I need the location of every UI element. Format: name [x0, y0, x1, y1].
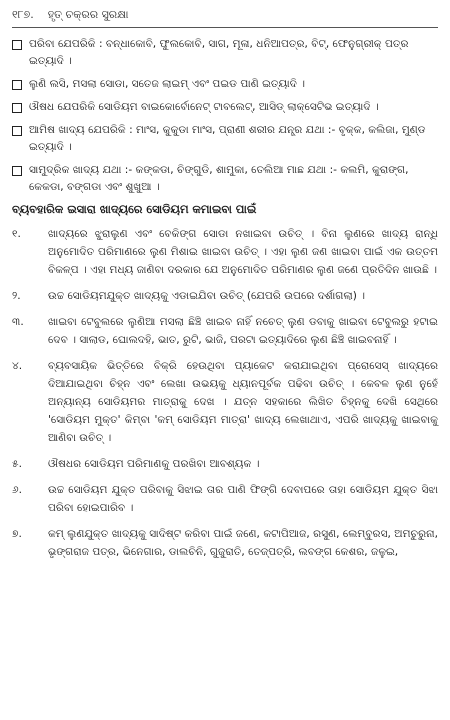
bullet-text: ଔଷଧ ଯେପରିକି ସୋଡିୟମ ବାଇକୋର୍ବୋନେଟ୍ ଟାବଲେଟ୍, ଆସିଡ୍ ଲାକ୍ସେଟିଭ ଇତ୍ୟାଦି ।: [29, 101, 379, 113]
bullet-text: ସାମୁଦ୍ରିକ ଖାଦ୍ୟ ଯଥା :- କଙ୍କଡା, ଚିଙ୍ଗୁଡି, ଶାମୁକା, ତେଲିଆ ମାଛ ଯଥା :- କଲମି, କୁରାଙ୍ଗ, କେକଡା, ବଙ୍ଗଡା ଏବଂ ଶୁଖୁଆ ।: [29, 164, 409, 193]
item-text: ଉଚ୍ଚ ସୋଡିୟମଯୁକ୍ତ ଖାଦ୍ୟକୁ ଏଡାଇଯିବା ଉଚିତ୍ (ଯେପରି ଉପରେ ଦର୍ଶାଗଲା) ।: [48, 290, 366, 302]
bullet-text: ପରିବା ଯେପରିକି : ବନ୍ଧାକୋବି, ଫୁଲକୋବି, ସାଗ, ମୂଳା, ଧନିଆପତ୍ର, ବିଟ୍, ଫେନୁଗ୍ରୀକ୍ ପତ୍ର ଇତ୍ୟାଦି ।: [29, 38, 409, 67]
item-number: ୫.: [12, 458, 22, 470]
item-number: ୪.: [12, 360, 23, 372]
list-item: [12, 455, 438, 473]
item-text: ଖାଇବା ଟେବୁଲରେ ଲୁଣିଆ ମସଲା ଛିଞ୍ଚି ଖାଇବ ନାହିଁ ନଚେତ୍ ଲୁଣ ଡବାକୁ ଖାଇବା ଟେବୁଲରୁ ହଟାଇ ଦେବ । ସାଲାଡ, ଘୋଲଦହି, ଭାତ, ରୁଟି, ଭାଜି, ପରଟା ଇତ୍ୟାଦିରେ ଲୁଣ ଛିଞ୍ଚି ଖାଇବନାହିଁ ।: [48, 316, 438, 346]
list-item: [12, 357, 438, 447]
list-item: [12, 287, 438, 305]
book-title: ହୃତ୍ ଚକ୍ରର ସୁରକ୍ଷା: [47, 8, 129, 21]
square-bullet-icon: [12, 40, 22, 50]
bullet-item: [12, 76, 438, 93]
square-bullet-icon: [12, 103, 22, 113]
item-number: ୬.: [12, 484, 23, 496]
item-number: ୭.: [12, 528, 22, 540]
item-text: ଖାଦ୍ୟରେ ଝୁରାଲୁଣ ଏବଂ ବେକିଙ୍ଗ ସୋଡା ନଖାଇବା ଉଚିତ୍ । ବିନା ଲୁଣରେ ଖାଦ୍ୟ ରାନ୍ଧି ଅନୁମୋଦିତ ପରିମାଣରେ ଲୁଣ ମିଶାଇ ଖାଇବା ଉଚିତ୍ । ଏହା ଲୁଣ ଜଣ ଖାଇବା ପାଇଁ ଏକ ଉତ୍ତମ ବିକଳ୍ପ । ଏହା ମଧ୍ୟ ଜାଣିବା ଦରକାର ଯେ ଅନୁମୋଦିତ ପରିମାଣର ଲୁଣ ଜଣେ ପ୍ରତିଦିନ ଖାଉଛି ।: [48, 228, 438, 276]
item-text: ବ୍ୟବସାୟିକ ଭିତ୍ତିରେ ବିକ୍ରି ହେଉଥିବା ପ୍ୟାକେଟ କରାଯାଇଥିବା ପ୍ରୋସେସ୍ ଖାଦ୍ୟରେ ଦିଆଯାଇଥିବା ଚିହ୍ନ ଏବଂ ଲେଖା ଉଭୟକୁ ଧ୍ୟାନପୂର୍ବକ ପଢିବା ଉଚିତ୍ । କେବଳ ଲୁଣ ନୁହେଁ ଅନ୍ୟାନ୍ୟ ସୋଡିୟମର ମାତ୍ରାକୁ ଦେଖ । ଯତ୍ନ ସହକାରେ ଲିଖିତ ଚିହ୍ନକୁ ଦେଖି ସେଥିରେ 'ସୋଡିୟମ ମୁକ୍ତ' କିମ୍ବା 'କମ୍ ସୋଡିୟମ ମାତ୍ରା' ଖାଦ୍ୟ ଲେଖାଥାଏ, ଏପରି ଖାଦ୍ୟକୁ ଖାଇବାକୁ ଆଣିବା ଉଚିତ୍ ।: [48, 360, 438, 444]
item-text: ଔଷଧର ସୋଡିୟମ ପରିମାଣକୁ ପରଖିବା ଆବଶ୍ୟକ ।: [48, 458, 260, 470]
item-number: ୩.: [12, 316, 24, 328]
page-number: ୧୮୭.: [12, 8, 34, 21]
square-bullet-icon: [12, 166, 22, 176]
item-number: ୨.: [12, 290, 21, 302]
numbered-list: [12, 225, 438, 561]
bullet-item: [12, 162, 438, 196]
item-text: ଉଚ୍ଚ ସୋଡିୟମ ଯୁକ୍ତ ପରିବାକୁ ସିଝାଇ ତାର ପାଣି ଫିଙ୍ଗି ଦେବାପରେ ତାହା ସୋଡିୟମ ଯୁକ୍ତ ସିଝା ପରିବା ହୋଇପାରିବ ।: [48, 484, 438, 514]
list-item: [12, 225, 438, 279]
item-number: ୧.: [12, 228, 21, 240]
square-bullet-icon: [12, 126, 22, 136]
list-item: [12, 481, 438, 517]
running-header: [12, 8, 438, 24]
list-item: [12, 525, 438, 561]
bullet-item: [12, 122, 438, 156]
food-bullet-list: [12, 36, 438, 196]
square-bullet-icon: [12, 80, 22, 90]
section-heading: ବ୍ୟବହାରିକ ଇସାରା ଖାଦ୍ୟରେ ସୋଡିୟମ କମାଇବା ପାଇଁ: [12, 202, 257, 216]
list-item: [12, 313, 438, 349]
bullet-item: [12, 36, 438, 70]
bullet-text: ଆମିଷ ଖାଦ୍ୟ ଯେପରିକି : ମାଂସ, କୁକୁଡା ମାଂସ, ପ୍ରାଣୀ ଶରୀର ଯନ୍ତ୍ର ଯଥା :- ବୃକ୍କ, କଲିଜା, ମୁଣ୍ଡ ଇତ୍ୟାଦି ।: [29, 124, 426, 153]
bullet-item: [12, 99, 438, 116]
item-text: କମ୍ ଲୁଣଯୁକ୍ତ ଖାଦ୍ୟକୁ ସାଦିଷ୍ଟ କରିବା ପାଇଁ ଜଣେ, କଟାପିଆଜ, ରସୁଣ, ଲେମ୍ବୁରସ, ଅମଚୁରୁନା, ଭୃଙ୍ଗରାଜ ପତ୍ର, ଭିନେଗାର, ଡାଲଚିନି, ଗୁଜୁରାତି, ତେଜ୍ପତ୍ରି, ଲବଙ୍ଗ କେଶର, ଜଳୁଇ,: [48, 528, 438, 558]
bullet-text: ଲୁଣି ଲସି, ମସଲା ସୋଡା, ସତେଜ ଲାଇମ୍ ଏବଂ ପଇଡ ପାଣି ଇତ୍ୟାଦି ।: [29, 78, 306, 90]
header-rule: [12, 27, 438, 28]
